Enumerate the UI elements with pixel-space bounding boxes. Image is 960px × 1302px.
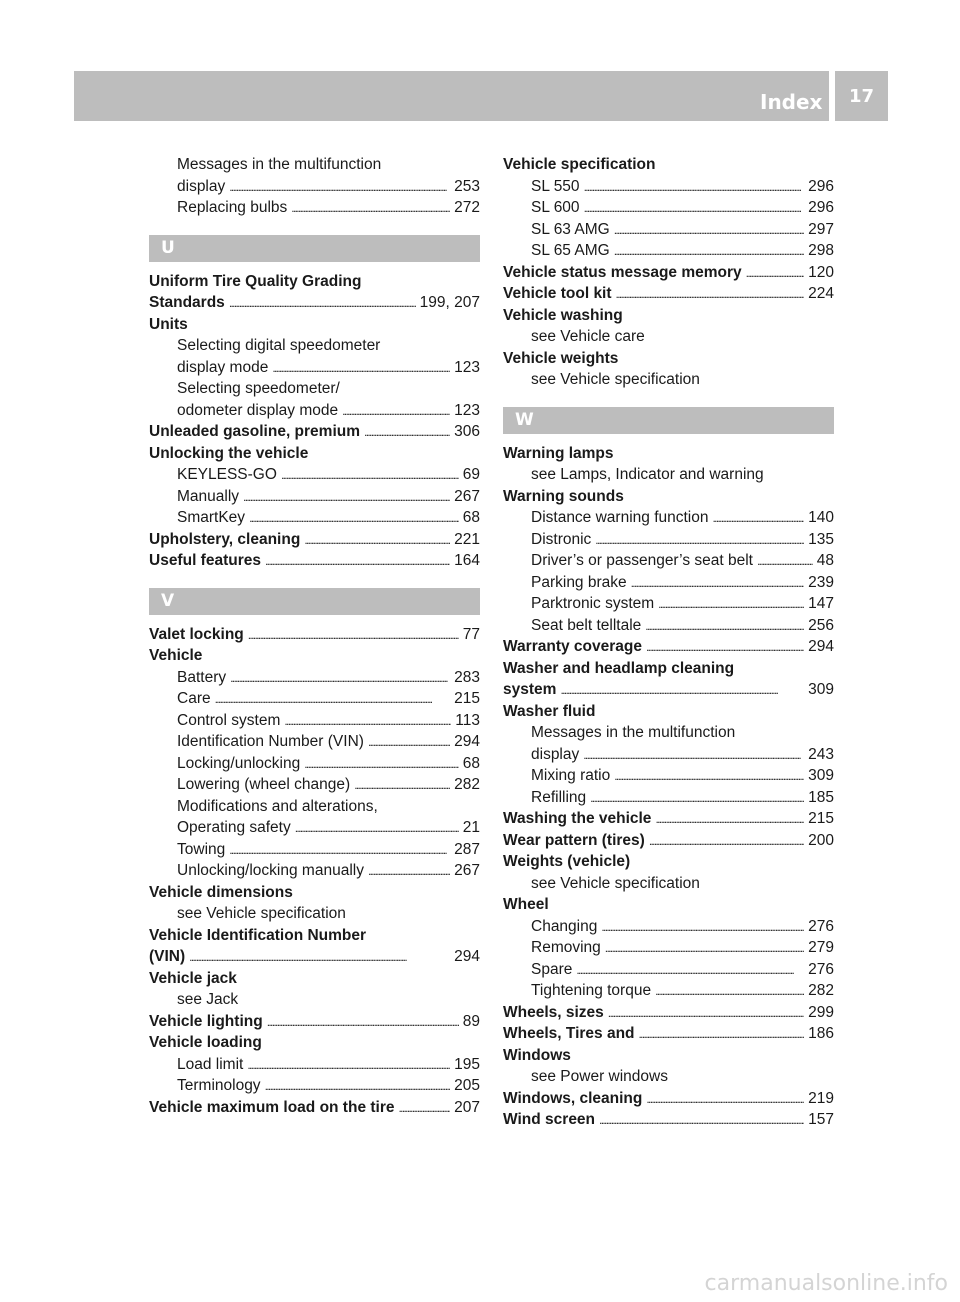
index-entry	[503, 894, 834, 916]
entry-text: Parktronic system	[531, 595, 655, 612]
page-ref: 164	[454, 552, 480, 569]
index-entry	[149, 271, 480, 293]
page-ref: 69	[462, 466, 480, 483]
page-ref: 89	[462, 1012, 480, 1030]
entry-text: see Vehicle specification	[531, 874, 700, 892]
entry-text: Distronic	[531, 530, 592, 548]
index-entry	[503, 1088, 834, 1110]
dot-leader	[713, 507, 805, 529]
entry-text: Vehicle Identification Number	[149, 926, 367, 944]
index-entry	[503, 443, 834, 465]
page-ref: 200	[808, 831, 834, 849]
page-ref: 77	[462, 625, 480, 643]
entry-text: Uniform Tire Quality Grading	[149, 272, 362, 290]
index-subentry	[149, 989, 480, 1011]
index-subentry	[149, 1054, 480, 1076]
entry-text: Warranty coverage	[503, 638, 642, 655]
index-subentry	[149, 796, 480, 818]
index-subentry	[503, 326, 834, 348]
index-subentry	[149, 731, 480, 753]
entry-text: display	[531, 745, 580, 763]
page-ref: 253	[454, 177, 480, 195]
dot-leader	[295, 817, 459, 839]
dot-leader	[608, 1002, 804, 1024]
entry-text: Washer and headlamp cleaning	[503, 659, 735, 677]
entry-text: Operating safety	[177, 819, 291, 836]
page-ref: 283	[454, 668, 480, 686]
dot-leader	[304, 753, 459, 775]
entry-text: Removing	[531, 939, 601, 956]
index-subentry	[503, 240, 834, 262]
header-bar	[74, 71, 829, 121]
entry-text: Wear pattern (tires)	[503, 831, 645, 849]
index-entry	[149, 529, 480, 551]
entry-text: Terminology	[177, 1077, 261, 1094]
page-ref: 221	[454, 530, 480, 548]
index-subentry	[149, 464, 480, 486]
index-subentry	[149, 667, 480, 689]
index-subentry	[503, 529, 834, 551]
index-entry	[149, 550, 480, 572]
dot-leader	[584, 197, 805, 219]
index-entry	[503, 1002, 834, 1024]
entry-text: odometer display mode	[177, 401, 339, 419]
dot-leader	[368, 731, 450, 753]
entry-text: SmartKey	[177, 509, 246, 526]
entry-text: Washer fluid	[503, 702, 596, 720]
entry-text: Selecting speedometer/	[177, 380, 340, 397]
entry-text: Unlocking/locking manually	[177, 862, 364, 879]
entry-text: Vehicle status message memory	[503, 263, 742, 281]
index-subentry	[503, 176, 834, 198]
dot-leader	[243, 486, 450, 508]
index-subentry	[149, 197, 480, 219]
index-subentry	[149, 839, 480, 861]
entry-text: Wheels, sizes	[503, 1003, 604, 1021]
dot-leader	[291, 197, 450, 219]
dot-leader	[364, 421, 450, 443]
entry-text: Modifications and alterations,	[177, 797, 378, 815]
entry-text: Standards	[149, 294, 225, 311]
page-ref: 267	[454, 862, 480, 879]
entry-text: Refilling	[531, 788, 587, 806]
index-entry	[503, 1045, 834, 1067]
dot-leader	[249, 507, 459, 529]
index-subentry	[503, 787, 834, 809]
dot-leader	[229, 839, 450, 861]
entry-text: Care	[177, 690, 211, 707]
index-subentry	[503, 615, 834, 637]
entry-text: Vehicle maximum load on the tire	[149, 1098, 395, 1116]
entry-text: Vehicle lighting	[149, 1012, 263, 1030]
index-subentry	[149, 400, 480, 422]
page-ref: 294	[808, 638, 834, 655]
entry-text: SL 550	[531, 177, 580, 195]
entry-text: see Jack	[177, 991, 239, 1008]
entry-text: system	[503, 681, 557, 698]
entry-text: display	[177, 177, 226, 195]
entry-text: Wheels, Tires and	[503, 1025, 635, 1042]
dot-leader	[595, 529, 804, 551]
dot-leader	[342, 400, 450, 422]
entry-text: display mode	[177, 358, 269, 376]
dot-leader	[272, 357, 450, 379]
page-ref: 287	[454, 840, 480, 858]
section-header-u: U	[149, 235, 480, 262]
index-entry	[149, 925, 480, 947]
page-ref: 140	[808, 509, 834, 526]
entry-text: see Vehicle specification	[177, 905, 346, 922]
index-subentry	[503, 916, 834, 938]
dot-leader	[248, 624, 459, 646]
page-ref: 296	[808, 199, 834, 216]
dot-leader	[304, 529, 450, 551]
entry-text: Valet locking	[149, 625, 244, 643]
page-ref: 205	[454, 1077, 480, 1094]
index-entry	[149, 946, 480, 968]
entry-text: Seat belt telltale	[531, 616, 642, 634]
index-subentry	[503, 550, 834, 572]
dot-leader	[605, 937, 804, 959]
entry-text: see Vehicle care	[531, 328, 645, 345]
page-ref: 298	[808, 242, 834, 259]
index-subentry	[149, 860, 480, 882]
entry-text: Upholstery, cleaning	[149, 530, 301, 548]
dot-leader	[590, 787, 804, 809]
page-ref: 239	[808, 573, 834, 591]
entry-text: Selecting digital speedometer	[177, 337, 381, 354]
section-header-w: W	[503, 407, 834, 434]
index-entry	[149, 645, 480, 667]
index-subentry	[149, 817, 480, 839]
entry-text: SL 63 AMG	[531, 220, 610, 238]
index-subentry	[149, 378, 480, 400]
entry-text: Locking/unlocking	[177, 754, 301, 772]
index-entry	[503, 305, 834, 327]
index-subentry	[149, 688, 480, 710]
dot-leader	[576, 959, 804, 981]
entry-text: Tightening torque	[531, 982, 652, 999]
dot-leader	[746, 262, 804, 284]
page-number: 17	[835, 71, 888, 121]
dot-leader	[599, 1109, 804, 1131]
page-ref: 120	[808, 263, 834, 281]
page-ref: 294	[454, 733, 480, 750]
index-entry	[503, 636, 834, 658]
entry-text: Wheel	[503, 896, 549, 913]
page-ref: 207	[454, 1098, 480, 1116]
page-ref: 256	[808, 616, 834, 634]
dot-leader	[645, 615, 804, 637]
index-entry	[149, 882, 480, 904]
index-subentry	[149, 357, 480, 379]
page-ref: 147	[808, 595, 834, 612]
entry-text: SL 65 AMG	[531, 242, 610, 259]
index-subentry	[503, 765, 834, 787]
page-ref: 224	[808, 285, 834, 302]
index-column-right	[503, 154, 834, 1131]
page-ref: 157	[808, 1111, 834, 1128]
entry-text: Load limit	[177, 1055, 244, 1073]
page-ref: 299	[808, 1003, 834, 1021]
index-subentry	[149, 335, 480, 357]
dot-leader	[281, 464, 459, 486]
index-subentry	[503, 980, 834, 1002]
entry-text: Units	[149, 315, 188, 333]
watermark: carmanualsonline.info	[704, 1271, 948, 1296]
index-entry	[149, 968, 480, 990]
dot-leader	[649, 830, 804, 852]
page-ref: 306	[454, 423, 480, 440]
dot-leader	[215, 688, 451, 710]
entry-text: Spare	[531, 960, 573, 978]
dot-leader	[614, 219, 804, 241]
index-subentry	[503, 464, 834, 486]
page-ref: 276	[808, 917, 834, 935]
index-column-left	[149, 154, 480, 1118]
dot-leader	[583, 744, 804, 766]
entry-text: Messages in the multifunction	[531, 724, 736, 741]
entry-text: see Vehicle specification	[531, 371, 700, 388]
entry-text: Windows	[503, 1046, 571, 1064]
page-ref: 309	[808, 767, 834, 784]
page-ref: 282	[808, 982, 834, 999]
page-ref: 186	[808, 1025, 834, 1042]
index-subentry	[503, 1066, 834, 1088]
entry-text: Vehicle jack	[149, 969, 237, 987]
index-entry	[503, 262, 834, 284]
page-title: Index	[760, 90, 823, 114]
entry-text: Driver’s or passenger’s seat belt	[531, 552, 753, 569]
page-ref: 276	[808, 960, 834, 978]
entry-text: Mixing ratio	[531, 767, 611, 784]
page-ref: 272	[454, 199, 480, 216]
dot-leader	[646, 636, 804, 658]
entry-text: see Power windows	[531, 1068, 668, 1085]
index-subentry	[149, 753, 480, 775]
entry-text: (VIN)	[149, 948, 186, 965]
index-subentry	[503, 369, 834, 391]
index-subentry	[149, 507, 480, 529]
entry-text: Vehicle washing	[503, 306, 623, 324]
dot-leader	[354, 774, 450, 796]
dot-leader	[230, 667, 450, 689]
entry-text: Vehicle tool kit	[503, 285, 612, 302]
entry-text: Vehicle loading	[149, 1034, 262, 1051]
entry-text: Control system	[177, 711, 281, 729]
page-ref: 185	[808, 788, 834, 806]
dot-leader	[267, 1011, 459, 1033]
entry-text: Warning lamps	[503, 444, 614, 462]
index-subentry	[503, 507, 834, 529]
entry-text: Towing	[177, 840, 226, 858]
section-header-v: V	[149, 588, 480, 615]
entry-text: Battery	[177, 668, 227, 686]
page-ref: 68	[462, 754, 480, 772]
dot-leader	[655, 808, 804, 830]
dot-leader	[616, 283, 805, 305]
dot-leader	[584, 176, 805, 198]
entry-text: Changing	[531, 917, 598, 935]
page-ref: 48	[816, 552, 834, 569]
entry-text: Warning sounds	[503, 487, 624, 505]
entry-text: Lowering (wheel change)	[177, 776, 351, 793]
entry-text: see Lamps, Indicator and warning	[531, 466, 764, 483]
page-ref: 279	[808, 939, 834, 956]
entry-text: Replacing bulbs	[177, 199, 288, 216]
index-entry	[503, 283, 834, 305]
entry-text: Manually	[177, 487, 240, 505]
dot-leader	[639, 1023, 805, 1045]
dot-leader	[265, 1075, 451, 1097]
index-entry	[149, 314, 480, 336]
page-ref: 215	[808, 810, 834, 827]
page-ref: 123	[454, 401, 480, 419]
index-subentry	[149, 486, 480, 508]
dot-leader	[614, 240, 804, 262]
index-entry	[149, 1097, 480, 1119]
index-subentry	[149, 176, 480, 198]
index-entry	[503, 1109, 834, 1131]
entry-text: Useful features	[149, 552, 261, 569]
index-entry	[149, 292, 480, 314]
page-ref: 243	[808, 745, 834, 763]
dot-leader	[247, 1054, 450, 1076]
page-ref: 195	[454, 1055, 480, 1073]
entry-text: Distance warning function	[531, 509, 709, 526]
entry-text: Weights (vehicle)	[503, 853, 631, 870]
index-entry	[503, 658, 834, 680]
entry-text: Unleaded gasoline, premium	[149, 423, 361, 440]
dot-leader	[368, 860, 450, 882]
page-ref: 296	[808, 177, 834, 195]
entry-text: Vehicle dimensions	[149, 883, 293, 901]
index-subentry	[149, 1075, 480, 1097]
entry-text: Identification Number (VIN)	[177, 733, 364, 750]
entry-text: Washing the vehicle	[503, 810, 652, 827]
dot-leader	[229, 292, 416, 314]
page-ref: 21	[462, 819, 480, 836]
index-subentry	[503, 744, 834, 766]
index-entry	[149, 421, 480, 443]
index-entry	[503, 486, 834, 508]
page-ref: 199, 207	[419, 294, 480, 311]
dot-leader	[284, 710, 451, 732]
index-entry	[503, 1023, 834, 1045]
index-subentry	[149, 774, 480, 796]
index-entry	[149, 1011, 480, 1033]
index-subentry	[149, 903, 480, 925]
index-subentry	[503, 959, 834, 981]
dot-leader	[265, 550, 450, 572]
index-entry	[149, 443, 480, 465]
index-subentry	[503, 937, 834, 959]
entry-text: Messages in the multifunction	[177, 156, 382, 173]
page-ref: 267	[454, 487, 480, 505]
index-entry	[503, 851, 834, 873]
page-ref: 219	[808, 1089, 834, 1107]
page-ref: 215	[454, 690, 480, 707]
dot-leader	[189, 946, 450, 968]
entry-text: Unlocking the vehicle	[149, 444, 309, 462]
page-ref: 282	[454, 776, 480, 793]
index-subentry	[503, 572, 834, 594]
page-ref: 113	[455, 711, 480, 729]
index-subentry	[503, 873, 834, 895]
page-ref: 68	[462, 509, 480, 526]
dot-leader	[646, 1088, 804, 1110]
entry-text: Parking brake	[531, 573, 627, 591]
index-entry	[149, 1032, 480, 1054]
index-subentry	[149, 710, 480, 732]
index-entry	[503, 830, 834, 852]
dot-leader	[658, 593, 804, 615]
dot-leader	[601, 916, 804, 938]
index-entry	[503, 701, 834, 723]
index-entry	[503, 348, 834, 370]
entry-text: KEYLESS-GO	[177, 466, 277, 483]
dot-leader	[560, 679, 804, 701]
dot-leader	[399, 1097, 451, 1119]
dot-leader	[631, 572, 804, 594]
index-subentry	[503, 197, 834, 219]
index-subentry	[503, 219, 834, 241]
dot-leader	[229, 176, 450, 198]
page-ref: 297	[808, 220, 834, 238]
entry-text: Vehicle	[149, 647, 203, 664]
index-subentry	[149, 154, 480, 176]
dot-leader	[655, 980, 804, 1002]
page-ref: 123	[454, 358, 480, 376]
index-entry	[503, 679, 834, 701]
entry-text: Wind screen	[503, 1111, 596, 1128]
entry-text: Vehicle specification	[503, 156, 656, 173]
index-subentry	[503, 722, 834, 744]
page-ref: 135	[808, 530, 834, 548]
page-ref: 294	[454, 948, 480, 965]
entry-text: SL 600	[531, 199, 580, 216]
index-entry	[503, 808, 834, 830]
index-entry	[503, 154, 834, 176]
page-ref: 309	[808, 681, 834, 698]
index-entry	[149, 624, 480, 646]
dot-leader	[614, 765, 804, 787]
dot-leader	[757, 550, 813, 572]
entry-text: Vehicle weights	[503, 349, 619, 367]
index-subentry	[503, 593, 834, 615]
entry-text: Windows, cleaning	[503, 1089, 643, 1107]
